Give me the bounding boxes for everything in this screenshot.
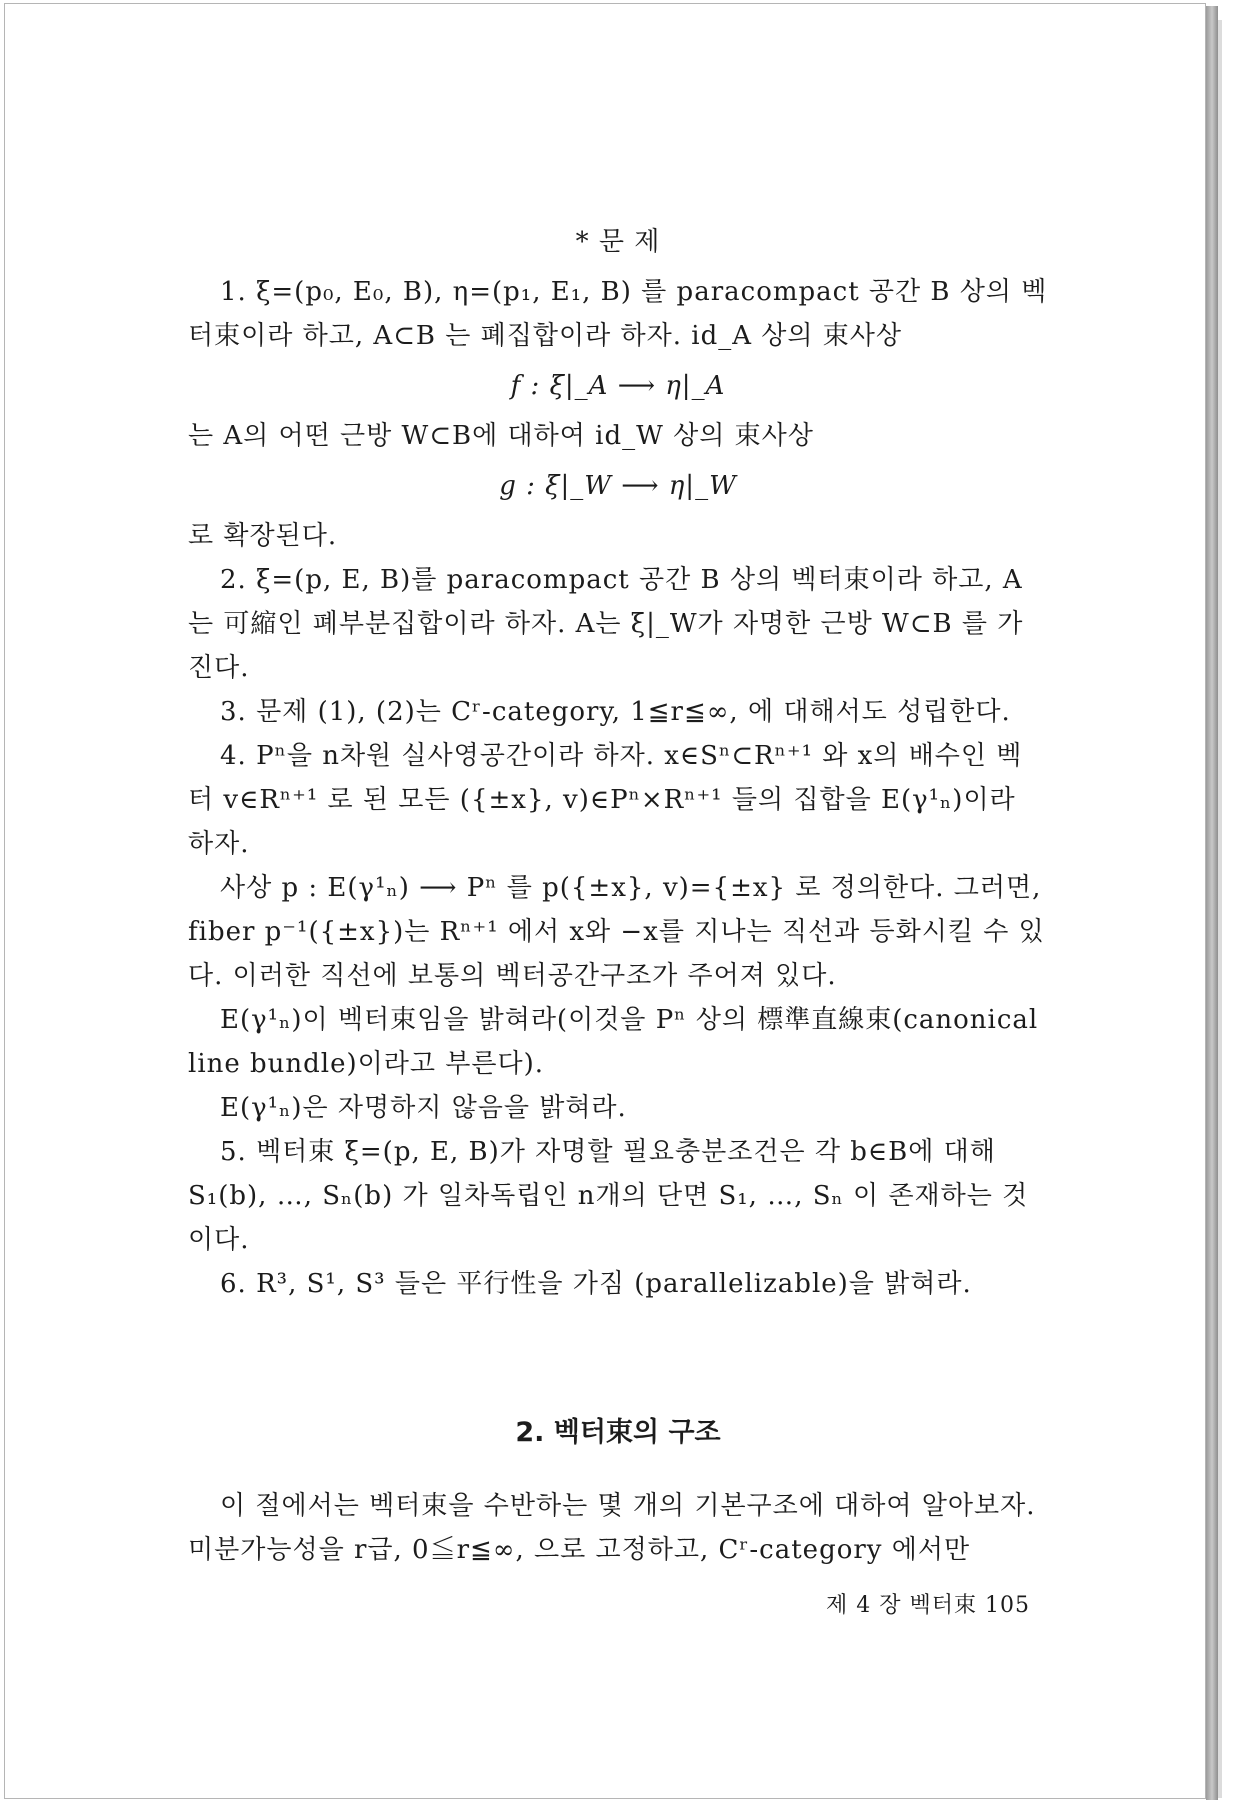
problem-4: 4. Pⁿ을 n차원 실사영공간이라 하자. x∈Sⁿ⊂Rⁿ⁺¹ 와 x의 배수인 벡터 v∈Rⁿ⁺¹ 로 된 모든 ({±x}, v)∈Pⁿ×Rⁿ⁺¹ 들의 집합을 E(γ¹ₙ)이라 하자. bbox=[188, 741, 1023, 859]
section-title: * 문 제 bbox=[575, 227, 661, 257]
problem-2: 2. ξ=(p, E, B)를 paracompact 공간 B 상의 벡터束이라 하고, A 는 可縮인 폐부분집합이라 하자. A는 ξ|_W가 자명한 근방 W⊂B 를 가진다. bbox=[188, 565, 1024, 683]
problem-1: 1. ξ=(p₀, E₀, B), η=(p₁, E₁, B) 를 paracompact 공간 B 상의 벡터束이라 하고, A⊂B 는 폐집합이라 하자. id_A 상의 束사상 bbox=[188, 277, 1048, 351]
equation-g: g : ξ|_W ⟶ η|_W bbox=[499, 471, 737, 501]
section-heading: 2. 벡터束의 구조 bbox=[515, 1417, 721, 1448]
problem-6: 6. R³, S¹, S³ 들은 平行性을 가짐 (parallelizable)을 밝혀라. bbox=[220, 1269, 972, 1299]
problem-5: 5. 벡터束 ξ=(p, E, B)가 자명할 필요충분조건은 각 b∈B에 대해 S₁(b), …, Sₙ(b) 가 일차독립인 n개의 단면 S₁, …, Sₙ 이 존재하는 것이다. bbox=[188, 1137, 1029, 1255]
problem-3: 3. 문제 (1), (2)는 Cʳ-category, 1≦r≦∞, 에 대해서도 성립한다. bbox=[220, 697, 1011, 727]
problem-4-map: 사상 p : E(γ¹ₙ) ⟶ Pⁿ 를 p({±x}, v)={±x} 로 정의한다. 그러면, fiber p⁻¹({±x})는 Rⁿ⁺¹ 에서 x와 −x를 지나는 직선과 등화시킬 수 있다. 이러한 직선에 보통의 벡터공간구조가 주어져 있다. bbox=[188, 873, 1045, 991]
problem-1-end: 로 확장된다. bbox=[188, 521, 338, 551]
problem-4-nontrivial: E(γ¹ₙ)은 자명하지 않음을 밝혀라. bbox=[220, 1093, 627, 1123]
body-text: 이 절에서는 벡터束을 수반하는 몇 개의 기본구조에 대하여 알아보자. 미분가능성을 r급, 0≦r≦∞, 으로 고정하고, Cʳ-category 에서만 bbox=[188, 1491, 1036, 1565]
body-paragraph bbox=[188, 1484, 1048, 1572]
problem-1-cont: 는 A의 어떤 근방 W⊂B에 대하여 id_W 상의 束사상 bbox=[188, 421, 814, 451]
problem-4-bundle: E(γ¹ₙ)이 벡터束임을 밝혀라(이것을 Pⁿ 상의 標準直線束(canonical line bundle)이라고 부른다). bbox=[188, 1005, 1039, 1079]
page-footer: 제 4 장 벡터束 105 bbox=[826, 1593, 1030, 1618]
problems-section bbox=[188, 220, 1048, 1306]
page-edge bbox=[1206, 6, 1218, 1800]
page-edge-shadow bbox=[1218, 20, 1222, 1798]
equation-f: f : ξ|_A ⟶ η|_A bbox=[510, 371, 726, 401]
